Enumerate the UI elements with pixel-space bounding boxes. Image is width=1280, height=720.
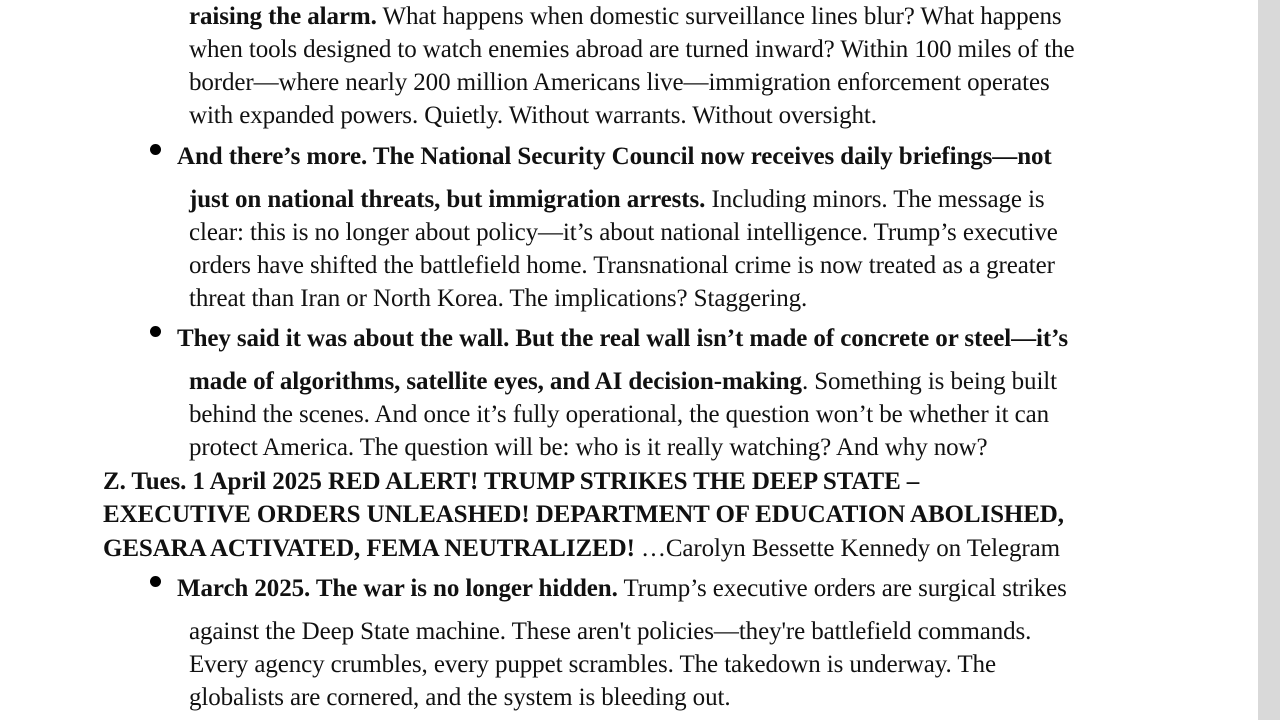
paragraph-line: threat than Iran or North Korea. The implications? Staggering. <box>189 285 808 312</box>
bold-phrase: made of algorithms, satellite eyes, and AI decision-making <box>189 368 802 395</box>
paragraph-line <box>189 365 1057 398</box>
bold-phrase: GESARA ACTIVATED, FEMA NEUTRALIZED! <box>103 535 635 562</box>
paragraph-line: when tools designed to watch enemies abroad are turned inward? Within 100 miles of the <box>189 36 1075 63</box>
bullet-icon <box>150 326 161 337</box>
text-run: What happens when domestic surveillance lines blur? What happens <box>376 3 1062 30</box>
section-heading <box>103 532 1060 565</box>
bullet-heading: And there’s more. The National Security Council now receives daily briefings—not <box>177 143 1052 170</box>
paragraph-line: against the Deep State machine. These aren't policies—they're battlefield commands. <box>189 618 1032 645</box>
paragraph-line: with expanded powers. Quietly. Without warrants. Without oversight. <box>189 102 877 129</box>
text-run: . Something is being built <box>801 368 1057 395</box>
text-run: Trump’s executive orders are surgical strikes <box>617 575 1067 602</box>
bullet-icon <box>150 576 161 587</box>
bullet-heading: They said it was about the wall. But the real wall isn’t made of concrete or steel—it’s <box>177 325 1068 352</box>
bold-phrase: March 2025. The war is no longer hidden. <box>177 575 618 602</box>
paragraph-line: Every agency crumbles, every puppet scrambles. The takedown is underway. The <box>189 651 996 678</box>
text-run: Including minors. The message is <box>705 186 1045 213</box>
paragraph-line <box>189 0 1062 33</box>
section-heading: Z. Tues. 1 April 2025 RED ALERT! TRUMP STRIKES THE DEEP STATE – <box>103 468 920 495</box>
section-heading: EXECUTIVE ORDERS UNLEASHED! DEPARTMENT OF EDUCATION ABOLISHED, <box>103 501 1064 528</box>
paragraph-line: globalists are cornered, and the system is bleeding out. <box>189 684 731 711</box>
page-edge <box>1258 0 1280 720</box>
paragraph-line <box>189 183 1045 216</box>
bold-phrase: raising the alarm. <box>189 3 377 30</box>
paragraph-line: clear: this is no longer about policy—it’s about national intelligence. Trump’s executive <box>189 219 1058 246</box>
bullet-heading <box>177 572 1067 605</box>
bullet-icon <box>150 144 161 155</box>
bold-phrase: just on national threats, but immigration arrests. <box>189 186 706 213</box>
paragraph-line: protect America. The question will be: who is it really watching? And why now? <box>189 434 988 461</box>
source-attribution: …Carolyn Bessette Kennedy on Telegram <box>634 535 1060 562</box>
paragraph-line: behind the scenes. And once it’s fully operational, the question won’t be whether it can <box>189 401 1049 428</box>
paragraph-line: orders have shifted the battlefield home. Transnational crime is now treated as a greater <box>189 252 1055 279</box>
paragraph-line: border—where nearly 200 million Americans live—immigration enforcement operates <box>189 69 1050 96</box>
